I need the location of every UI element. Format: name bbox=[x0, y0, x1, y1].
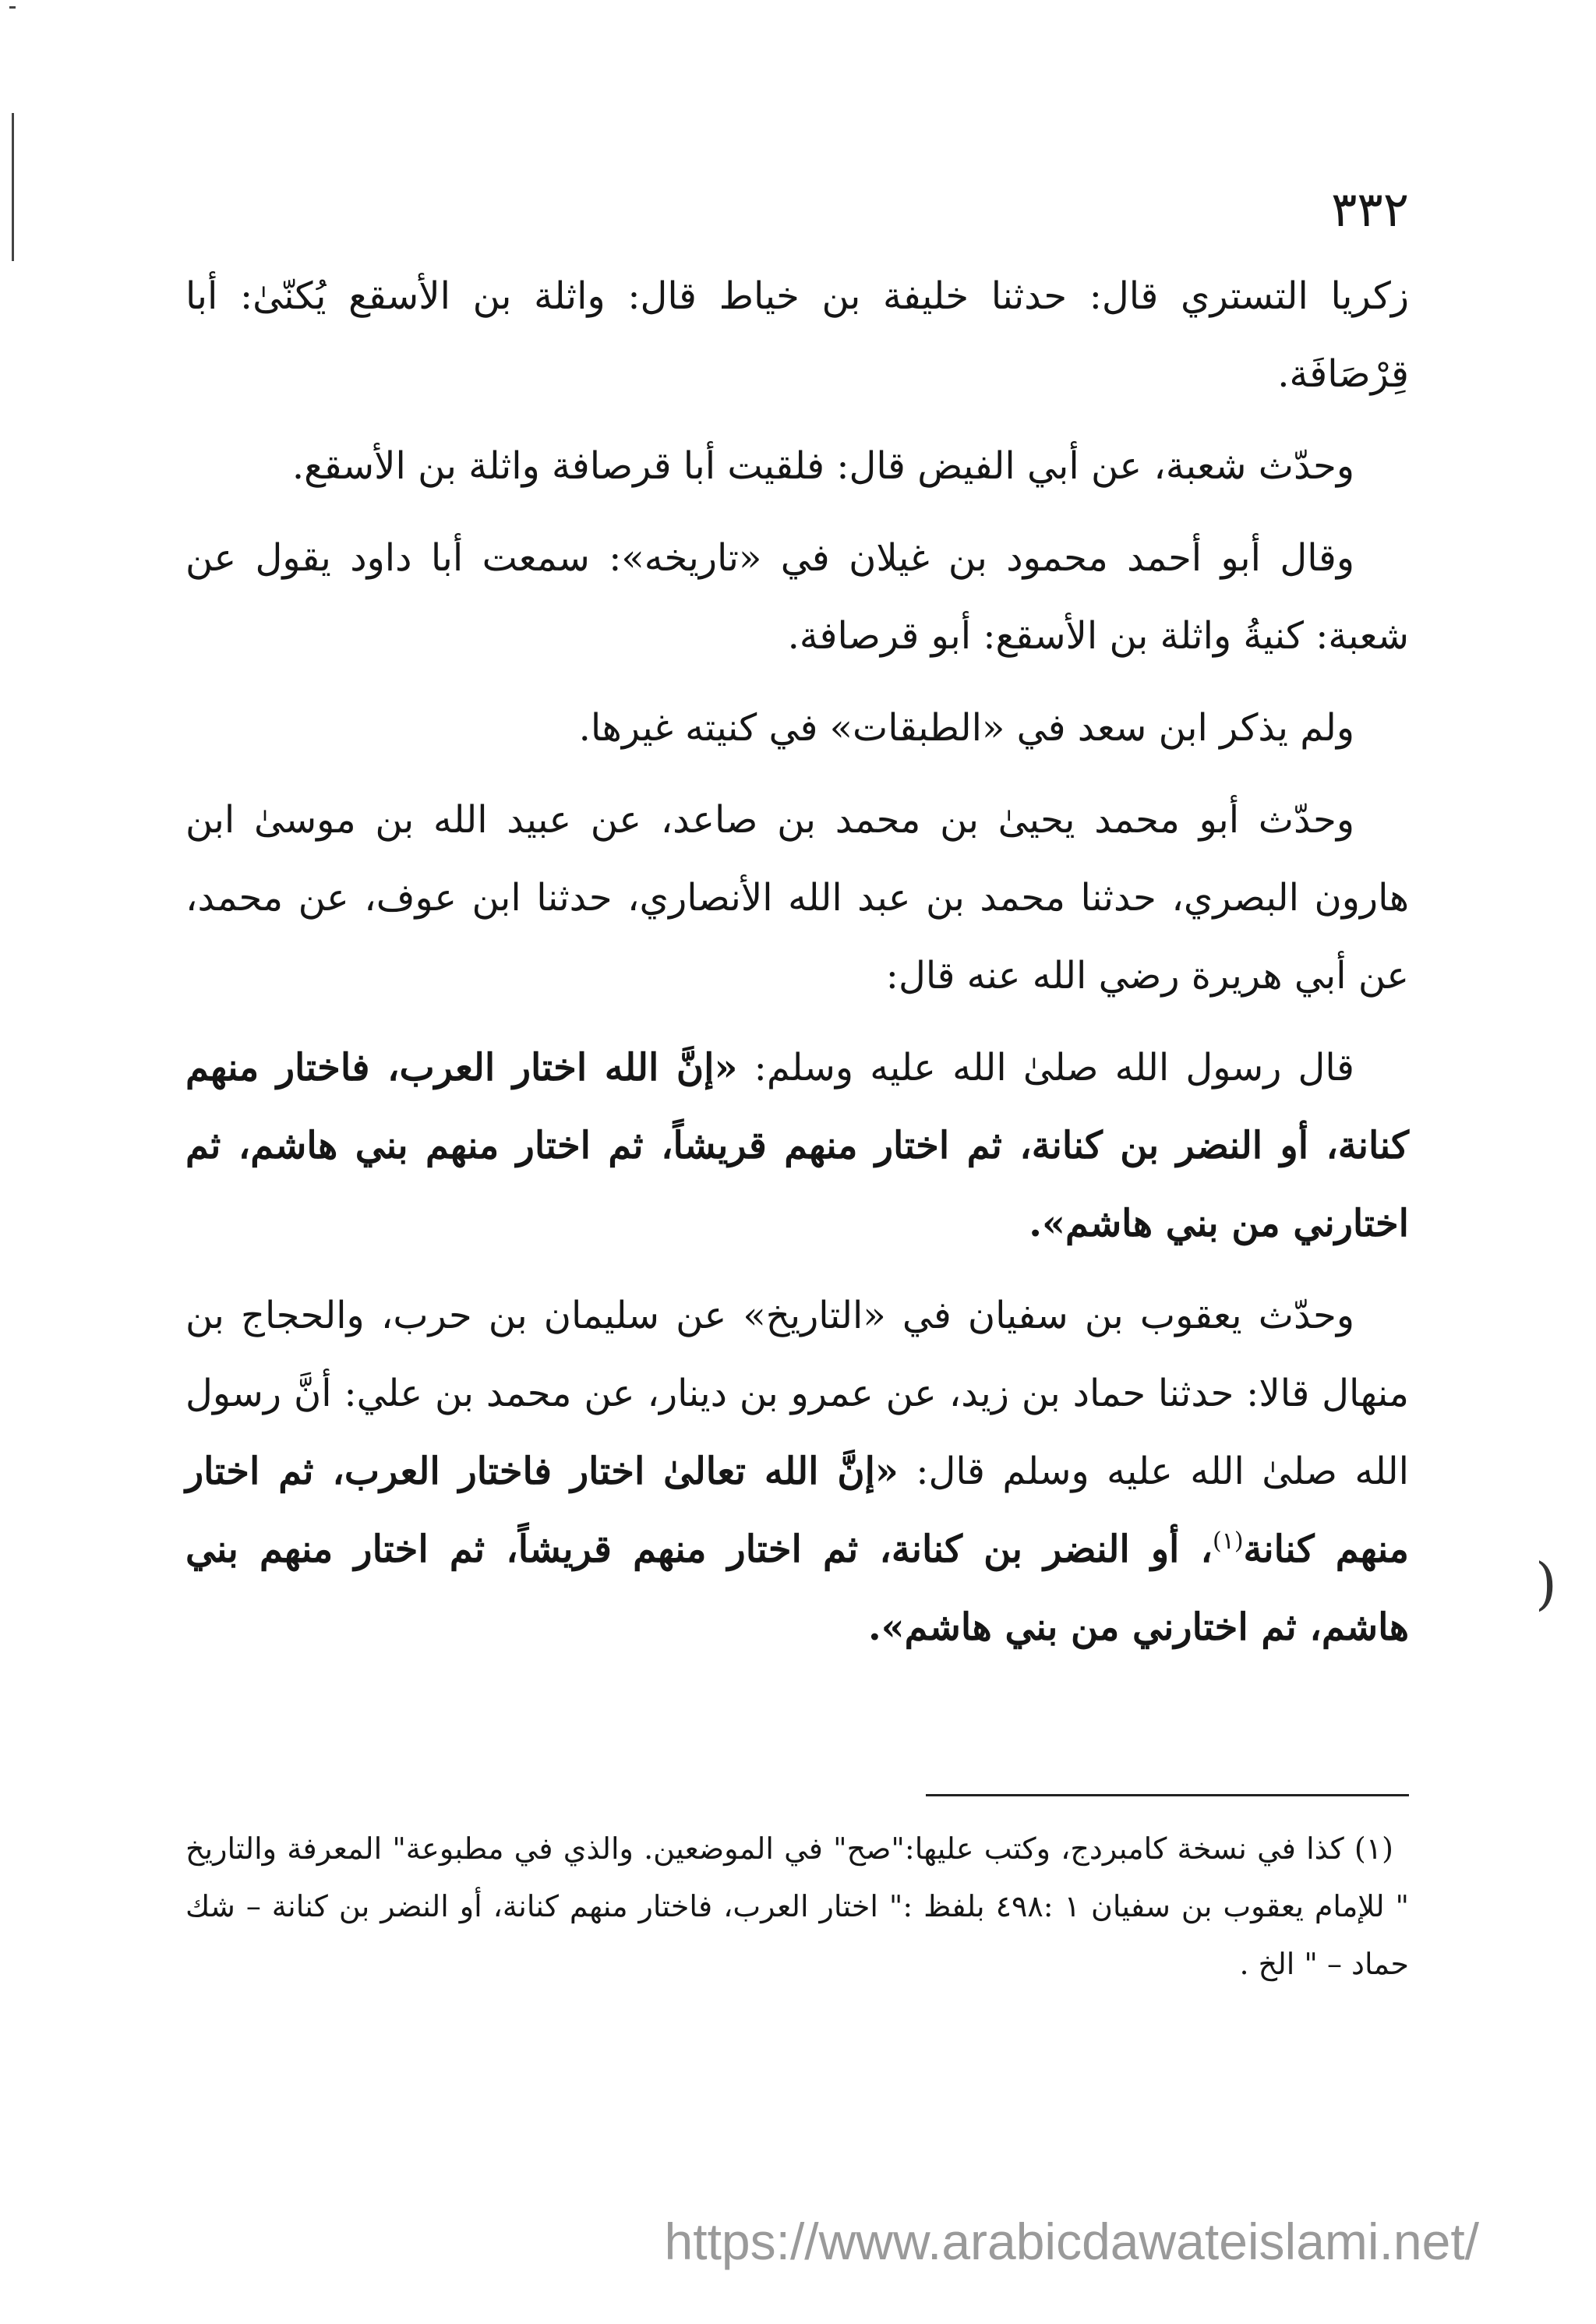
footnote bbox=[185, 1820, 1409, 1993]
hadith-quote: «إنَّ الله اختار العرب، فاختار منهم كنانة، أو النضر بن كنانة، ثم اختار منهم قريشاً، ثم اختار منهم بني هاشم، ثم اختارني من بني هاشم». bbox=[185, 1046, 1409, 1245]
paragraph-text: ولم يذكر ابن سعد في «الطبقات» في كنيته غيرها. bbox=[578, 706, 1354, 750]
footnote-divider bbox=[926, 1794, 1409, 1796]
paragraph-2 bbox=[185, 427, 1409, 505]
footnote-text: (١) كذا في نسخة كامبردج، وكتب عليها:"صح" في الموضعين. والذي في مطبوعة" المعرفة والتاريخ " للإمام يعقوب بن سفيان ١ :٤٩٨ بلفظ :" اختار العرب، فاختار منهم كنانة، أو النضر بن كنانة – شك حماد – " الخ . bbox=[185, 1831, 1410, 1981]
footnote-reference[interactable]: (١) bbox=[1212, 1528, 1244, 1555]
paragraph-text: قال رسول الله صلىٰ الله عليه وسلم: bbox=[737, 1046, 1354, 1090]
watermark-url: https://www.arabicdawateislami.net/ bbox=[664, 2213, 1479, 2270]
page-number: ٣٣٢ bbox=[1331, 181, 1409, 238]
paragraph-7 bbox=[185, 1277, 1409, 1666]
main-text bbox=[185, 257, 1409, 1680]
margin-scan-tick bbox=[9, 6, 16, 9]
paragraph-5 bbox=[185, 781, 1409, 1015]
paragraph-3 bbox=[185, 519, 1409, 675]
margin-scan-line bbox=[12, 113, 14, 261]
margin-scan-mark: ( bbox=[1534, 1551, 1557, 1616]
paragraph-text: وحدّث أبو محمد يحيىٰ بن محمد بن صاعد، عن عبيد الله بن موسىٰ ابن هارون البصري، حدثنا محمد بن عبد الله الأنصاري، حدثنا ابن عوف، عن محمد، عن أبي هريرة رضي الله عنه قال: bbox=[185, 798, 1409, 998]
paragraph-6 bbox=[185, 1029, 1409, 1263]
paragraph-1 bbox=[185, 257, 1409, 413]
paragraph-text: زكريا التستري قال: حدثنا خليفة بن خياط قال: واثلة بن الأسقع يُكنّىٰ: أبا قِرْصَافَة. bbox=[185, 274, 1409, 396]
hadith-quote: «إنَّ الله تعالىٰ اختار فاختار العرب، ثم اختار منهم كنانة bbox=[185, 1450, 1410, 1571]
paragraph-4 bbox=[185, 689, 1409, 767]
hadith-quote-tail: ، أو النضر بن كنانة، ثم اختار منهم قريشاً، ثم اختار منهم بني هاشم، ثم اختارني من بني هاشم». bbox=[185, 1528, 1409, 1649]
paragraph-text: وحدّث يعقوب بن سفيان في «التاريخ» عن سليمان بن حرب، والحجاج بن منهال قالا: حدثنا حماد بن زيد، عن عمرو بن دينار، عن محمد بن علي: أنَّ رسول الله صلىٰ الله عليه وسلم قال: bbox=[185, 1294, 1410, 1493]
paragraph-text: وحدّث شعبة، عن أبي الفيض قال: فلقيت أبا قرصافة واثلة بن الأسقع. bbox=[291, 444, 1354, 488]
paragraph-text: وقال أبو أحمد محمود بن غيلان في «تاريخه»: سمعت أبا داود يقول عن شعبة: كنيةُ واثلة بن الأسقع: أبو قرصافة. bbox=[185, 536, 1409, 658]
